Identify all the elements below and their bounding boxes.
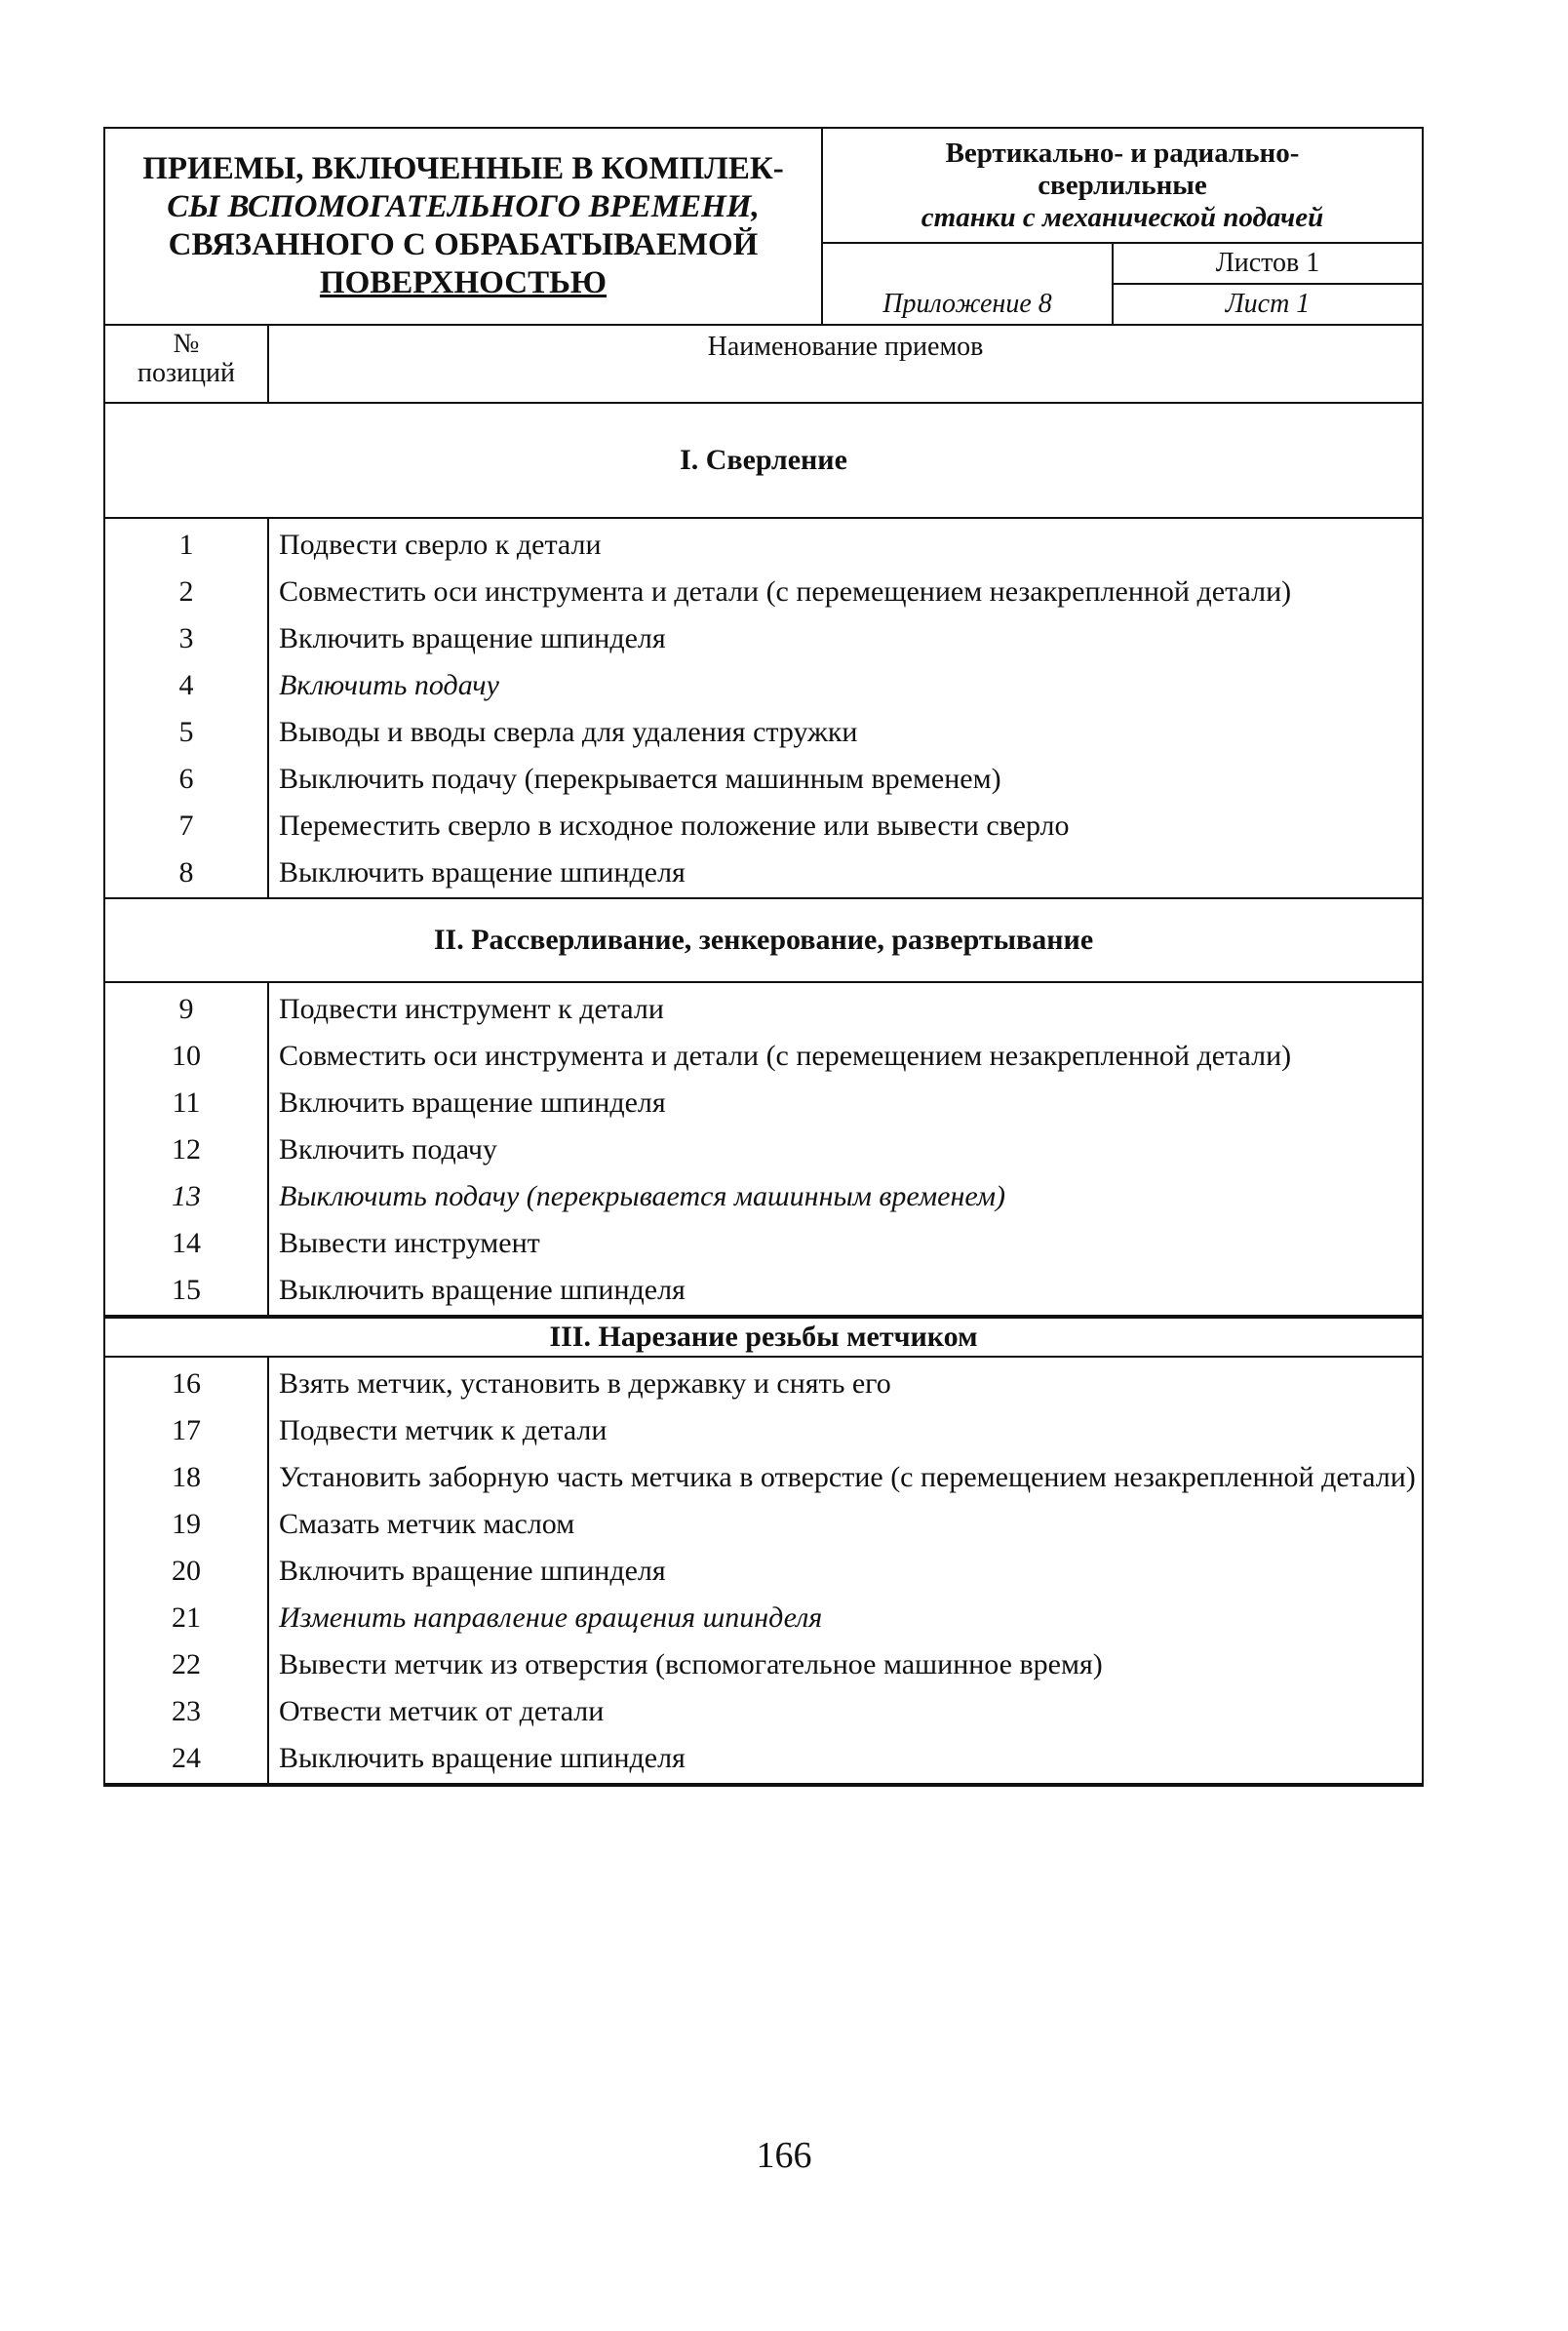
page-number: 166 <box>756 2135 812 2176</box>
table-row <box>105 657 1422 704</box>
row-text: Подвести инструмент к детали <box>279 993 664 1025</box>
row-number: 1 <box>105 519 269 564</box>
table-row <box>105 1122 1422 1168</box>
row-number: 8 <box>105 845 269 897</box>
column-header-number <box>105 326 269 402</box>
section-rows <box>105 983 1422 1317</box>
row-text: Включить подачу <box>279 1133 497 1166</box>
row-text: Выключить подачу (перекрывается машинным временем) <box>279 763 1001 795</box>
row-number: 19 <box>105 1496 269 1543</box>
row-text: Выключить вращение шпинделя <box>279 1742 686 1774</box>
table-row <box>105 1543 1422 1590</box>
column-headers <box>105 326 1422 404</box>
row-number: 20 <box>105 1543 269 1590</box>
row-number: 22 <box>105 1637 269 1683</box>
procedures-table <box>103 127 1424 1787</box>
row-text: Взять метчик, установить в державку и снять его <box>279 1367 891 1400</box>
table-row <box>105 751 1422 798</box>
row-number: 4 <box>105 657 269 704</box>
machine-line: станки с механической подачей <box>921 201 1324 233</box>
header-info <box>823 129 1422 324</box>
row-number: 13 <box>105 1168 269 1215</box>
table-row <box>105 1590 1422 1637</box>
row-number: 3 <box>105 611 269 657</box>
section-title: II. Рассверливание, зенкерование, развертывание <box>105 899 1422 983</box>
table-row <box>105 1168 1422 1215</box>
column-header-name: Наименование приемов <box>707 332 984 362</box>
row-text: Вывести инструмент <box>279 1227 540 1259</box>
table-row <box>105 983 1422 1028</box>
table-row <box>105 1358 1422 1403</box>
row-text: Вывести метчик из отверстия (вспомогательное машинное время) <box>279 1648 1103 1680</box>
row-text: Отвести метчик от детали <box>279 1695 605 1727</box>
title-line: СВЯЗАННОГО С ОБРАБАТЫВАЕМОЙ <box>168 227 759 262</box>
row-text: Включить вращение шпинделя <box>279 1555 666 1587</box>
row-number: 7 <box>105 798 269 845</box>
sheets-total: Листов 1 <box>1114 244 1422 285</box>
section-rows <box>105 1358 1422 1785</box>
title-line: СЫ ВСПОМОГАТЕЛЬНОГО ВРЕМЕНИ, <box>167 189 760 224</box>
row-text: Включить подачу <box>279 669 499 701</box>
row-text: Подвести метчик к детали <box>279 1414 608 1446</box>
table-row <box>105 1730 1422 1783</box>
row-text: Выключить подачу (перекрывается машинным временем) <box>279 1180 1006 1212</box>
table-row <box>105 611 1422 657</box>
section-title: I. Сверление <box>105 404 1422 519</box>
row-text: Подвести сверло к детали <box>279 529 602 561</box>
row-number: 16 <box>105 1358 269 1403</box>
table-row <box>105 519 1422 564</box>
machine-line: Вертикально- и радиально- <box>945 137 1300 169</box>
row-text: Выключить вращение шпинделя <box>279 1274 686 1306</box>
row-text: Совместить оси инструмента и детали (с перемещением незакрепленной детали) <box>279 1040 1292 1072</box>
row-number: 21 <box>105 1590 269 1637</box>
section-rows <box>105 519 1422 899</box>
title-line: ПОВЕРХНОСТЬЮ <box>319 265 608 300</box>
sheet-number: Лист 1 <box>1225 289 1311 319</box>
table-row <box>105 1028 1422 1075</box>
table-row <box>105 1496 1422 1543</box>
row-number: 9 <box>105 983 269 1028</box>
row-text: Выключить вращение шпинделя <box>279 856 686 889</box>
table-row <box>105 798 1422 845</box>
row-number: 15 <box>105 1262 269 1315</box>
header-meta <box>823 244 1422 324</box>
table-row <box>105 1637 1422 1683</box>
row-text: Совместить оси инструмента и детали (с перемещением незакрепленной детали) <box>279 575 1292 608</box>
table-row <box>105 1449 1422 1496</box>
table-row <box>105 704 1422 751</box>
section-title: III. Нарезание резьбы метчиком <box>105 1317 1422 1358</box>
row-number: 18 <box>105 1449 269 1496</box>
row-number: 10 <box>105 1028 269 1075</box>
row-number: 23 <box>105 1683 269 1730</box>
row-text: Переместить сверло в исходное положение или вывести сверло <box>279 810 1070 842</box>
row-number: 5 <box>105 704 269 751</box>
row-number: 17 <box>105 1403 269 1449</box>
row-number: 14 <box>105 1215 269 1262</box>
row-number: 6 <box>105 751 269 798</box>
table-row <box>105 845 1422 897</box>
row-text: Включить вращение шпинделя <box>279 622 666 654</box>
sheet-info <box>1114 244 1422 324</box>
machine-type <box>823 129 1422 244</box>
table-row <box>105 1403 1422 1449</box>
machine-line: сверлильные <box>1038 169 1207 201</box>
table-row <box>105 1262 1422 1315</box>
table-row <box>105 1683 1422 1730</box>
table-row <box>105 1215 1422 1262</box>
row-text: Установить заборную часть метчика в отверстие (с перемещением незакрепленной детали) <box>279 1461 1416 1493</box>
column-header-number-symbol: № <box>173 329 200 359</box>
row-number: 24 <box>105 1730 269 1783</box>
row-text: Изменить направление вращения шпинделя <box>279 1601 823 1634</box>
title-line: ПРИЕМЫ, ВКЛЮЧЕННЫЕ В КОМПЛЕК- <box>142 151 784 186</box>
column-header-number-label: позиций <box>137 358 235 388</box>
row-number: 11 <box>105 1075 269 1122</box>
document-title <box>105 129 823 324</box>
appendix-label: Приложение 8 <box>823 244 1114 324</box>
row-text: Включить вращение шпинделя <box>279 1086 666 1119</box>
table-header <box>105 129 1422 326</box>
table-row <box>105 1075 1422 1122</box>
row-number: 2 <box>105 564 269 611</box>
table-row <box>105 564 1422 611</box>
row-text: Смазать метчик маслом <box>279 1508 575 1540</box>
row-text: Выводы и вводы сверла для удаления стружки <box>279 716 858 748</box>
row-number: 12 <box>105 1122 269 1168</box>
